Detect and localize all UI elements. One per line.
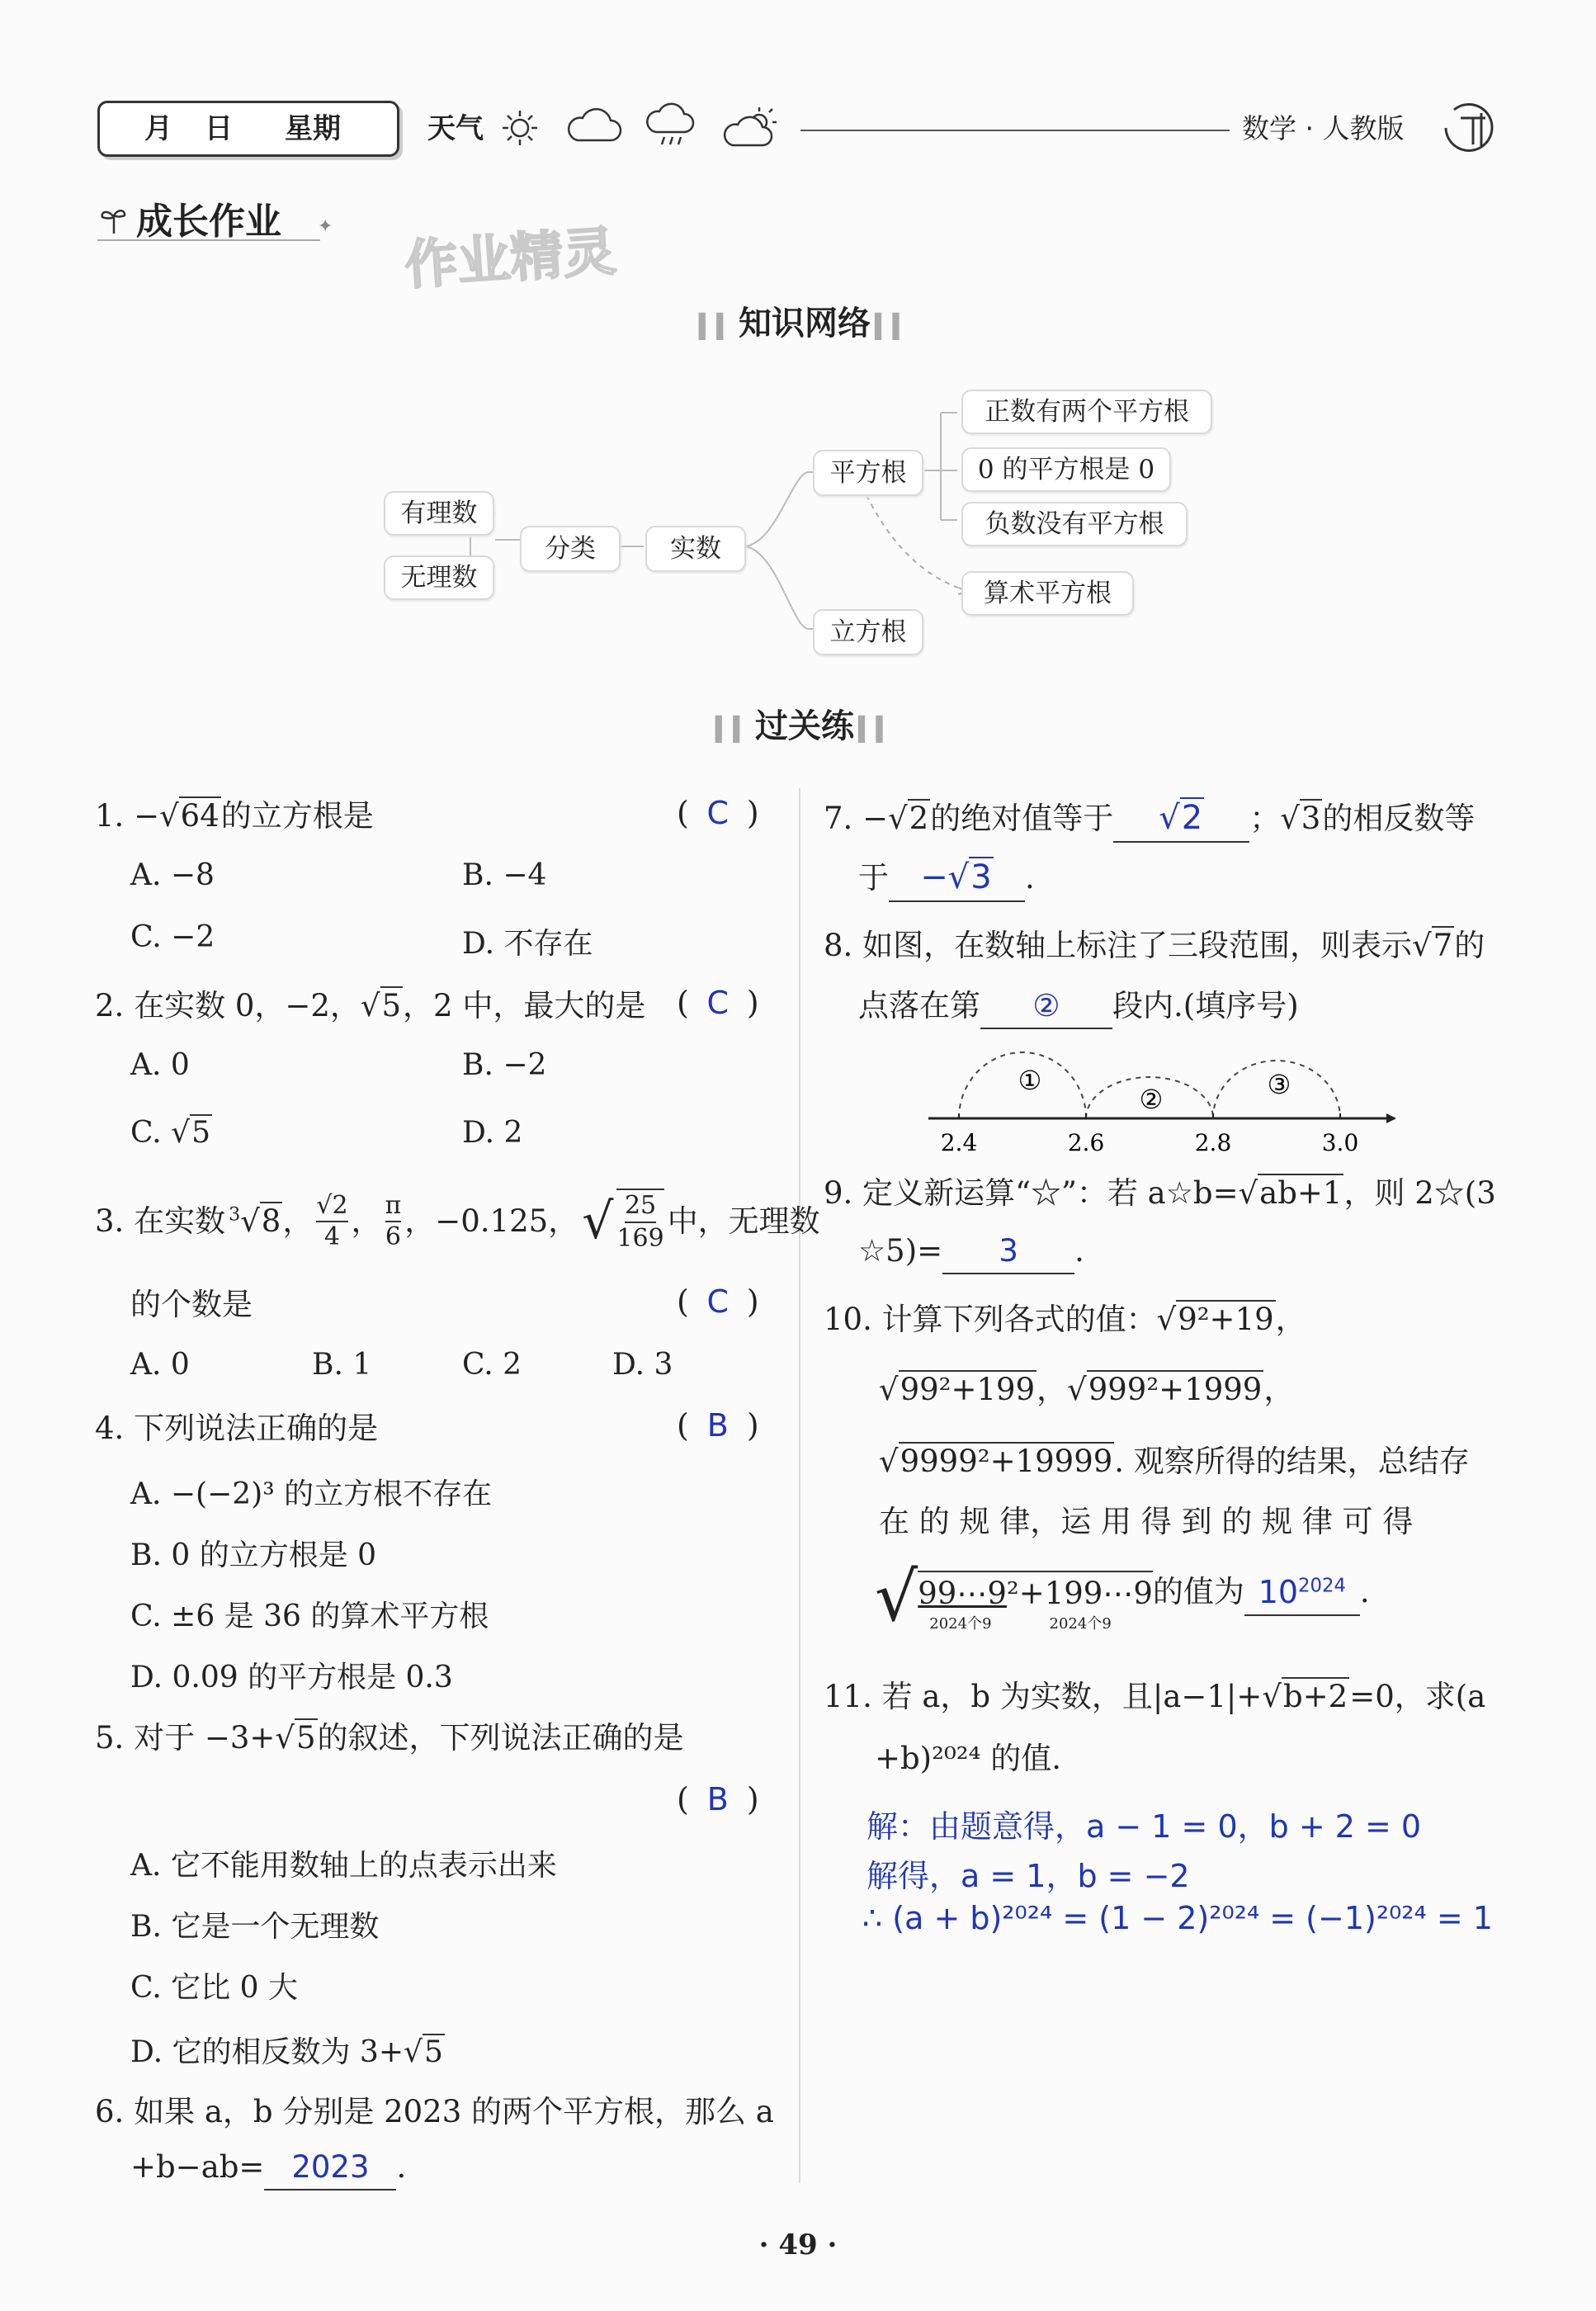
q5-stem: 5. 对于 −3+√5的叙述，下列说法正确的是: [95, 1720, 684, 1756]
q8-answer-blank: ②: [980, 985, 1112, 1029]
q11-solution-1: 解：由题意得，a − 1 = 0，b + 2 = 0: [866, 1808, 1422, 1845]
node-real: 实数: [645, 526, 746, 572]
segment-2: ②: [1139, 1084, 1164, 1115]
q3-stem-2: 的个数是: [130, 1287, 253, 1322]
q4-opt-b: B. 0 的立方根是 0: [130, 1538, 377, 1572]
q7-answer2-blank: −√3: [889, 854, 1025, 902]
knowledge-title: 知识网络: [739, 305, 871, 343]
segment-3: ③: [1267, 1069, 1291, 1100]
q1-answer: ( C ): [677, 795, 759, 831]
axis-tick-3-0: 3.0: [1321, 1129, 1359, 1156]
q6-answer-blank: 2023: [264, 2146, 396, 2190]
node-classify: 分类: [520, 526, 621, 572]
q6-line2: +b−ab= 2023 .: [130, 2146, 406, 2190]
segment-1: ①: [1018, 1065, 1042, 1096]
node-pos: 正数有两个平方根: [961, 390, 1212, 434]
practice-title-wrap: ▍▍ 过关练 ▍▍: [715, 707, 895, 745]
q6-line1: 6. 如果 a，b 分别是 2023 的两个平方根，那么 a: [95, 2094, 774, 2129]
q5-opt-a: A. 它不能用数轴上的点表示出来: [130, 1849, 557, 1883]
page-number: · 49 ·: [758, 2228, 838, 2261]
node-arith: 算术平方根: [961, 571, 1134, 616]
q10-line2: √99²+199，√999²+1999，: [879, 1372, 1295, 1407]
q10-line4: 在 的 规 律，运 用 得 到 的 规 律 可 得: [879, 1504, 1414, 1539]
q9-line2: ☆5)= 3 .: [858, 1230, 1084, 1274]
date-week-label: 星期: [285, 112, 341, 145]
q8-line1: 8. 如图，在数轴上标注了三段范围，则表示√7的: [824, 928, 1485, 963]
q3-opt-d: D. 3: [612, 1348, 673, 1382]
q3-opt-a: A. 0: [130, 1348, 190, 1382]
q2-opt-a: A. 0: [130, 1048, 190, 1082]
node-irrational: 无理数: [384, 555, 494, 600]
node-square-root: 平方根: [813, 450, 923, 496]
q3-stem: 3. 在实数 $^3$√8， √2 4 ， π 6 ，−0.125， √ 25 169 中，无理数: [95, 1189, 820, 1254]
q10-answer-blank: $10^{2024}$: [1244, 1571, 1360, 1616]
q1-stem: 1. −√64的立方根是: [95, 798, 374, 834]
q8-line2: 点落在第 ② 段内.(填序号): [858, 985, 1299, 1029]
date-day-label: 日: [205, 112, 233, 145]
q3-opt-b: B. 1: [312, 1348, 372, 1382]
knowledge-title-wrap: ▍▍ 知识网络 ▍▍: [698, 305, 911, 343]
subject-label: 数学 · 人教版: [1242, 112, 1405, 144]
node-rational: 有理数: [384, 491, 494, 536]
q1-opt-d: D. 不存在: [462, 927, 593, 961]
q4-opt-c: C. ±6 是 36 的算术平方根: [130, 1600, 489, 1633]
star-icon: ✦: [318, 216, 333, 237]
q5-answer: ( B ): [677, 1781, 759, 1817]
q9-line1: 9. 定义新运算“☆”：若 a☆b=√ab+1，则 2☆(3: [824, 1175, 1496, 1211]
q3-answer: ( C ): [677, 1283, 759, 1320]
axis-tick-2-8: 2.8: [1194, 1129, 1232, 1156]
q2-stem: 2. 在实数 0，−2，√5，2 中，最大的是: [95, 988, 646, 1023]
watermark: 作业精灵: [403, 221, 618, 297]
node-zero: 0 的平方根是 0: [961, 447, 1171, 492]
q5-opt-d: D. 它的相反数为 3+√5: [130, 2035, 443, 2069]
q11-line2: +b)²⁰²⁴ 的值.: [875, 1741, 1061, 1776]
q2-opt-b: B. −2: [462, 1048, 547, 1082]
q2-opt-d: D. 2: [462, 1116, 523, 1150]
q9-answer-blank: 3: [942, 1230, 1074, 1274]
section-title: 成长作业: [136, 201, 281, 243]
q11-solution-2: 解得，a = 1，b = −2: [866, 1858, 1190, 1894]
number-line: [916, 1048, 1411, 1164]
q1-opt-b: B. −4: [462, 858, 547, 892]
date-month-label: 月: [144, 112, 172, 145]
q10-line1: 10. 计算下列各式的值：√9²+19，: [824, 1302, 1306, 1337]
q1-opt-a: A. −8: [130, 858, 215, 892]
practice-title: 过关练: [755, 707, 854, 745]
mindmap-connectors: [0, 0, 1596, 677]
axis-tick-2-4: 2.4: [940, 1129, 978, 1156]
q2-answer: ( C ): [677, 985, 759, 1021]
q10-line3: √9999²+19999. 观察所得的结果，总结存: [879, 1444, 1470, 1479]
q4-answer: ( B ): [677, 1407, 759, 1444]
q4-opt-d: D. 0.09 的平方根是 0.3: [130, 1661, 453, 1694]
column-divider: [799, 788, 800, 2183]
node-neg: 负数没有平方根: [961, 502, 1188, 546]
q5-opt-b: B. 它是一个无理数: [130, 1910, 380, 1944]
q1-opt-c: C. −2: [130, 920, 215, 954]
q11-line1: 11. 若 a，b 为实数，且|a−1|+√b+2=0，求(a: [824, 1679, 1486, 1714]
q7-line1: 7. −√2的绝对值等于 √2 ；√3的相反数等: [824, 795, 1475, 843]
q11-solution-3: ∴ (a + b)²⁰²⁴ = (1 − 2)²⁰²⁴ = (−1)²⁰²⁴ = 1: [862, 1900, 1493, 1936]
node-cube-root: 立方根: [813, 609, 923, 655]
weather-label: 天气: [427, 112, 484, 145]
q5-opt-c: C. 它比 0 大: [130, 1971, 298, 2005]
q10-line5: √ 99⋯9²+199⋯9 2024个9 2024个9 的值为 $10^{2024}$ .: [875, 1558, 1370, 1637]
q3-opt-c: C. 2: [462, 1348, 522, 1382]
q4-stem: 4. 下列说法正确的是: [95, 1411, 379, 1446]
q2-opt-c: C. √5: [130, 1116, 211, 1150]
q4-opt-a: A. −(−2)³ 的立方根不存在: [130, 1477, 493, 1511]
q7-answer1-blank: √2: [1113, 795, 1249, 843]
q7-line2: 于 −√3 .: [858, 854, 1035, 902]
axis-tick-2-6: 2.6: [1067, 1129, 1105, 1156]
